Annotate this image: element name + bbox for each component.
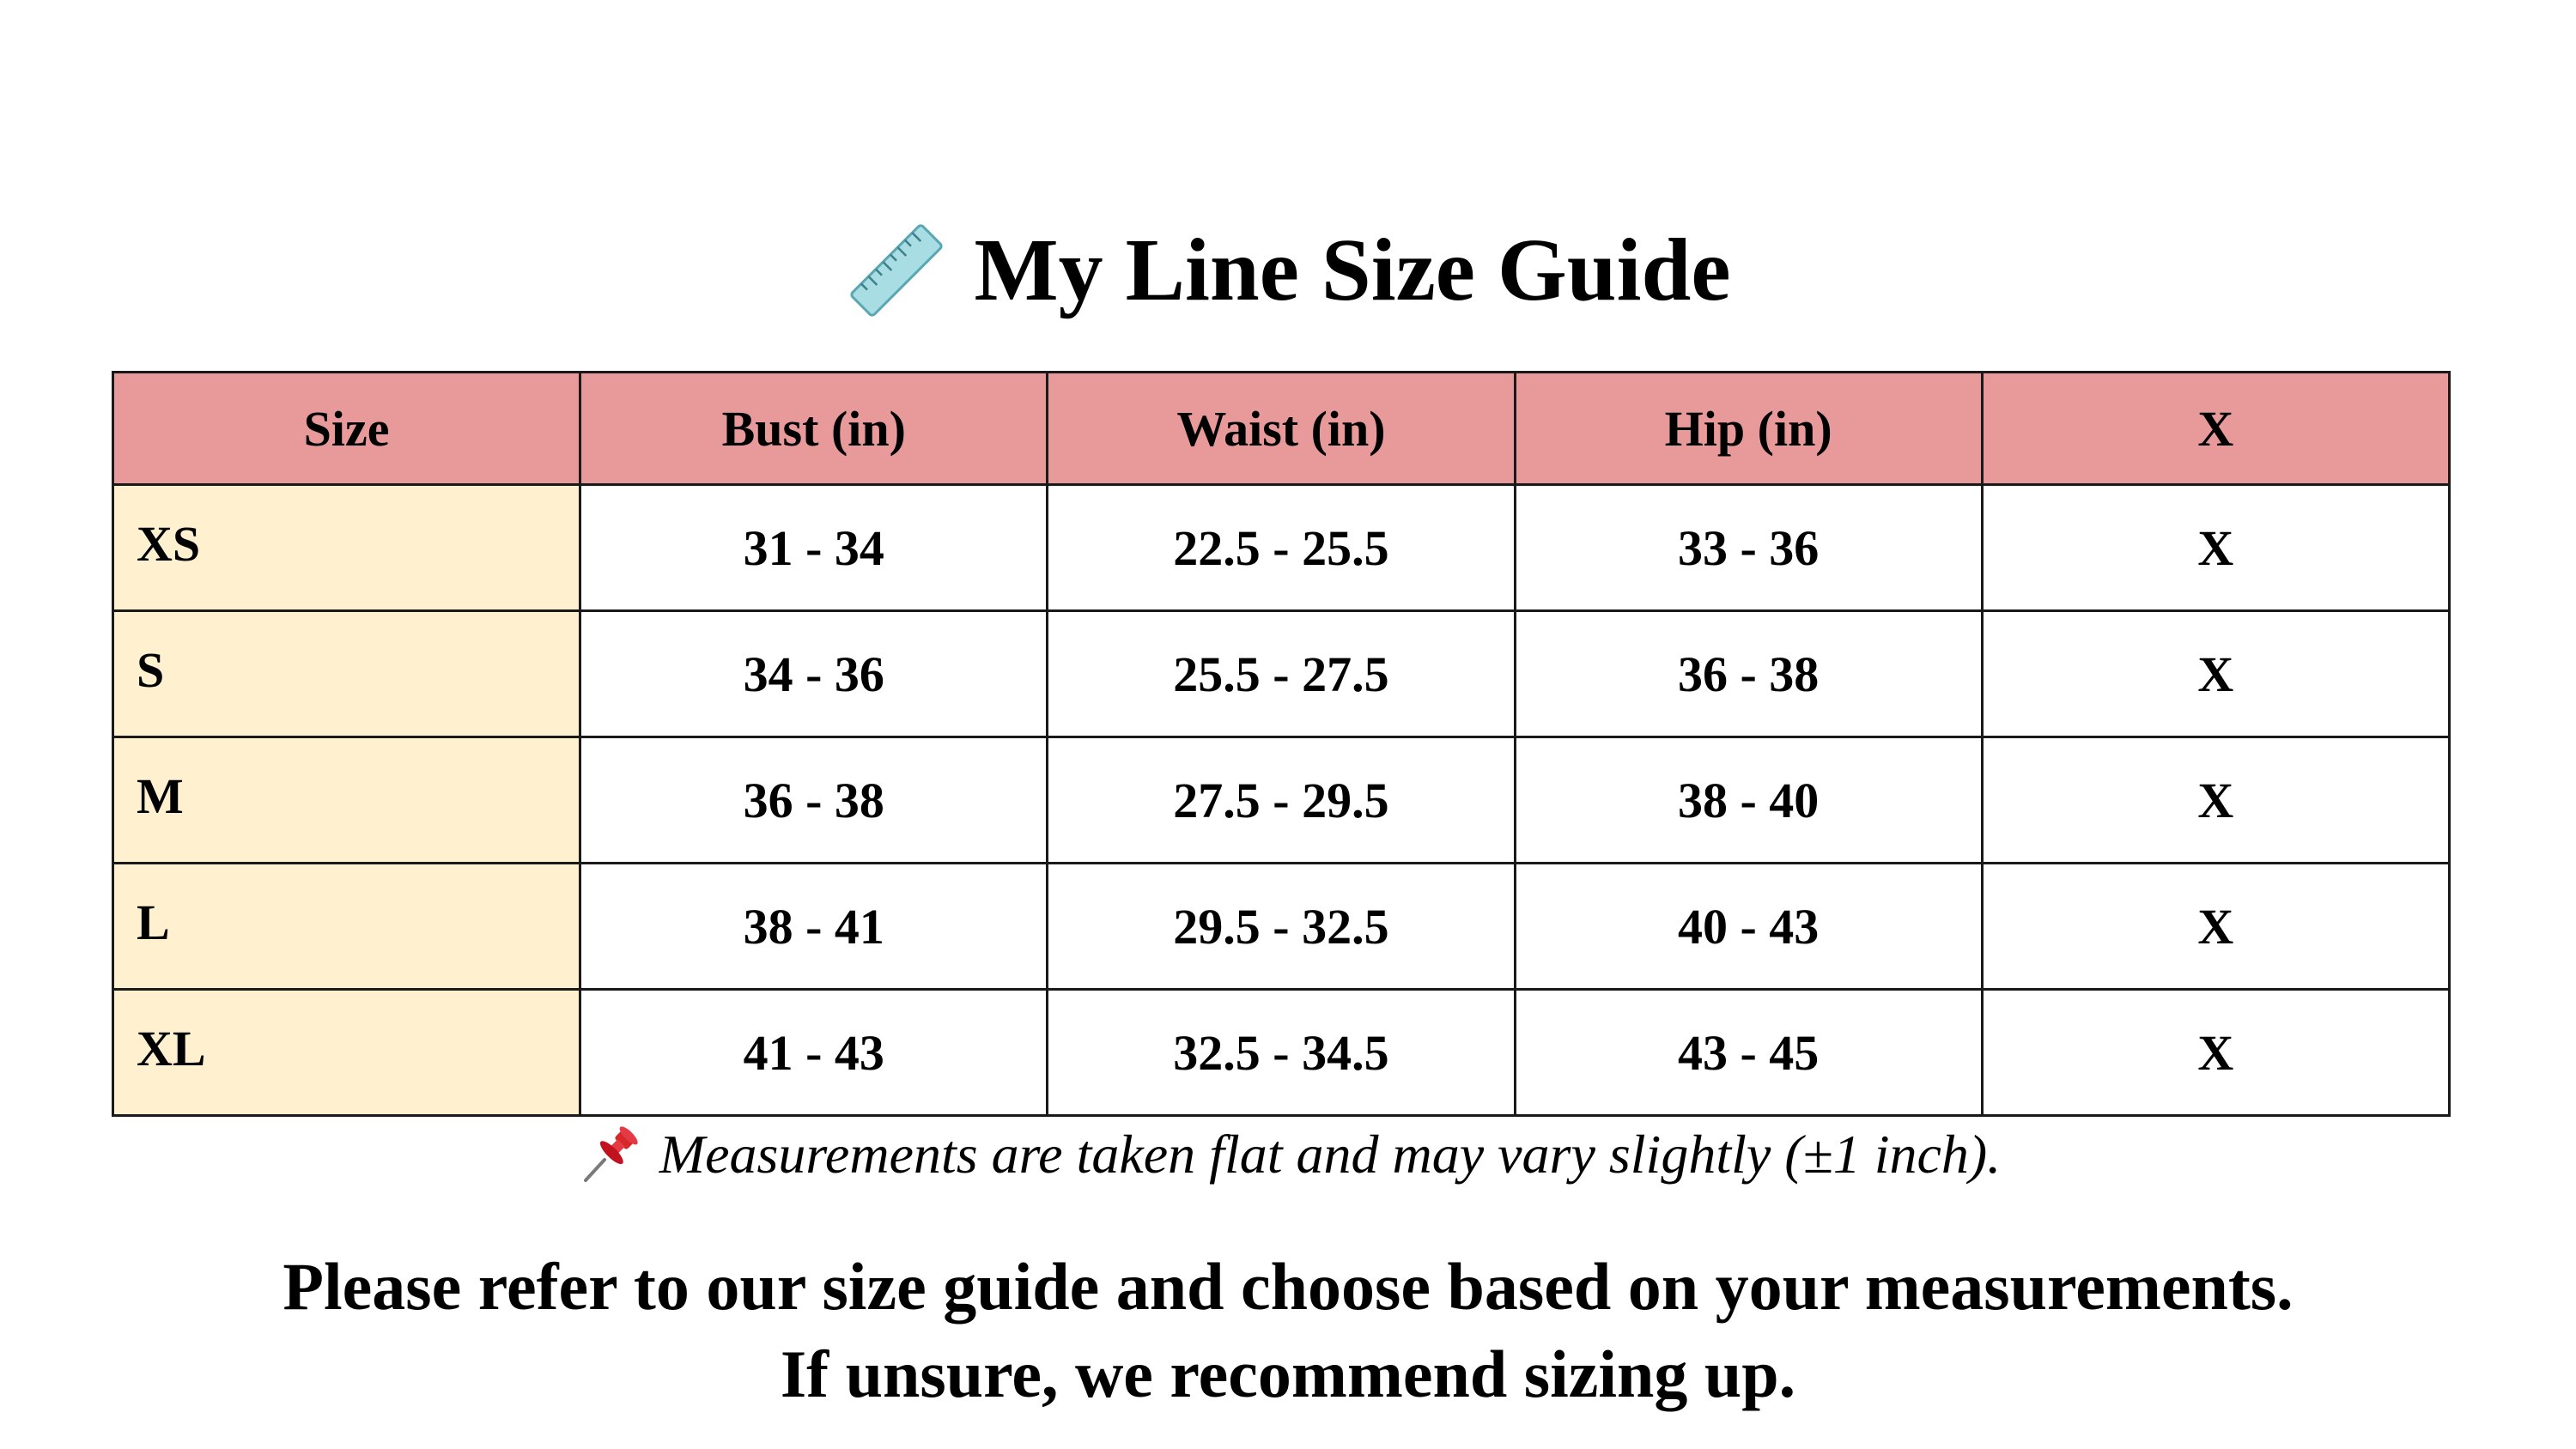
- hip-cell: 36 - 38: [1515, 611, 1982, 737]
- waist-cell: 29.5 - 32.5: [1048, 864, 1515, 990]
- bust-cell: 34 - 36: [580, 611, 1048, 737]
- column-header-waist: Waist (in): [1048, 373, 1515, 485]
- table-header-row: [113, 373, 2450, 485]
- sizing-advice-line-2: If unsure, we recommend sizing up.: [780, 1337, 1796, 1411]
- sizing-advice: [0, 1243, 2576, 1418]
- x-cell: X: [1982, 611, 2449, 737]
- measurement-note: [0, 1116, 2576, 1193]
- title-row: [0, 210, 2576, 330]
- table-row: [113, 737, 2450, 864]
- pushpin-icon: [575, 1120, 644, 1189]
- size-cell: L: [113, 864, 580, 990]
- waist-cell: 22.5 - 25.5: [1048, 485, 1515, 611]
- size-cell: XS: [113, 485, 580, 611]
- bust-cell: 38 - 41: [580, 864, 1048, 990]
- x-cell: X: [1982, 990, 2449, 1116]
- size-cell: S: [113, 611, 580, 737]
- size-cell: XL: [113, 990, 580, 1116]
- size-table: [112, 371, 2451, 1117]
- ruler-icon: [845, 219, 948, 322]
- bust-cell: 36 - 38: [580, 737, 1048, 864]
- page-title: My Line Size Guide: [974, 221, 1731, 319]
- table-row: [113, 485, 2450, 611]
- bust-cell: 41 - 43: [580, 990, 1048, 1116]
- column-header-size: Size: [113, 373, 580, 485]
- bust-cell: 31 - 34: [580, 485, 1048, 611]
- hip-cell: 40 - 43: [1515, 864, 1982, 990]
- x-cell: X: [1982, 485, 2449, 611]
- size-cell: M: [113, 737, 580, 864]
- x-cell: X: [1982, 737, 2449, 864]
- waist-cell: 27.5 - 29.5: [1048, 737, 1515, 864]
- column-header-hip: Hip (in): [1515, 373, 1982, 485]
- hip-cell: 43 - 45: [1515, 990, 1982, 1116]
- waist-cell: 32.5 - 34.5: [1048, 990, 1515, 1116]
- table-row: [113, 611, 2450, 737]
- table-row: [113, 990, 2450, 1116]
- note-text: Measurements are taken flat and may vary slightly (±1 inch).: [659, 1124, 2002, 1185]
- sizing-advice-line-1: Please refer to our size guide and choose based on your measurements.: [283, 1249, 2293, 1324]
- column-header-x: X: [1982, 373, 2449, 485]
- table-row: [113, 864, 2450, 990]
- waist-cell: 25.5 - 27.5: [1048, 611, 1515, 737]
- column-header-bust: Bust (in): [580, 373, 1048, 485]
- hip-cell: 33 - 36: [1515, 485, 1982, 611]
- x-cell: X: [1982, 864, 2449, 990]
- hip-cell: 38 - 40: [1515, 737, 1982, 864]
